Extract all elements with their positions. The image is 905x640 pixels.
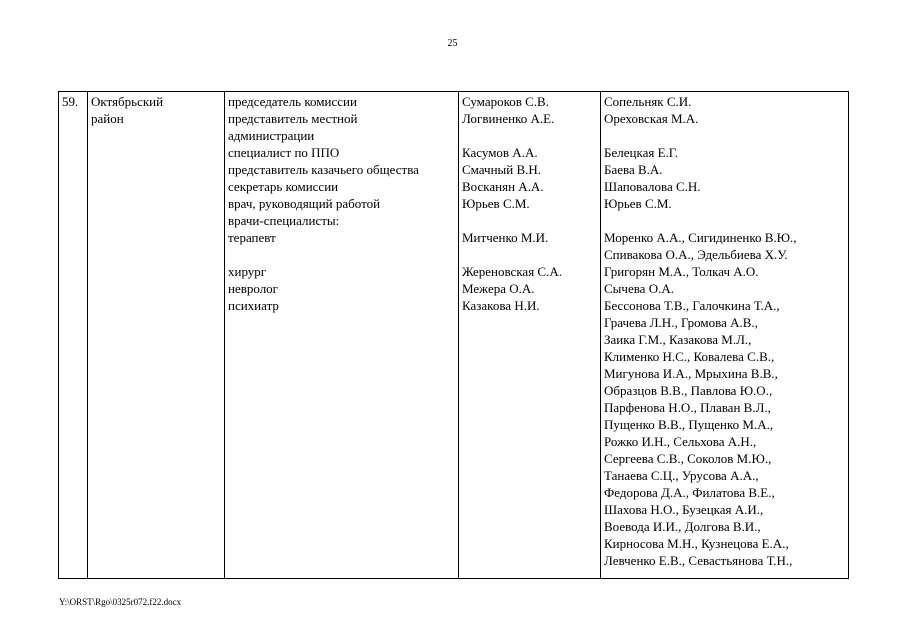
- row-number-cell: [59, 92, 88, 579]
- alternate-names-line: Сычева О.А.: [604, 281, 674, 296]
- role-line: психиатр: [228, 298, 279, 313]
- role-line: председатель комиссии: [228, 94, 357, 109]
- member-name-line: Юрьев С.М.: [462, 196, 530, 211]
- table-row: [59, 92, 849, 579]
- alternate-names-line: Шаповалова С.Н.: [604, 179, 701, 194]
- alternate-names-line: Рожко И.Н., Сельхова А.Н.,: [604, 434, 757, 449]
- alternate-names-line: Образцов В.В., Павлова Ю.О.,: [604, 383, 773, 398]
- commission-table: [58, 91, 849, 579]
- member-name-line: Межера О.А.: [462, 281, 535, 296]
- alternate-names-line: Белецкая Е.Г.: [604, 145, 679, 160]
- member-name-line: Митченко М.И.: [462, 230, 549, 245]
- alternate-names-line: Спивакова О.А., Эдельбиева Х.У.: [604, 247, 788, 262]
- role-line: хирург: [228, 264, 267, 279]
- district-name-line: Октябрьский: [91, 94, 164, 109]
- alternate-names-line: [604, 212, 845, 229]
- member-name-line: Восканян А.А.: [462, 179, 544, 194]
- role-line: представитель местной: [228, 111, 358, 126]
- alternates-cell: [601, 92, 849, 579]
- district-cell: [88, 92, 225, 579]
- member-name-line: Сумароков С.В.: [462, 94, 549, 109]
- alternate-names-line: [604, 127, 845, 144]
- alternate-names-line: Шахова Н.О., Бузецкая А.И.,: [604, 502, 764, 517]
- members-cell: [459, 92, 601, 579]
- alternate-names-line: Левченко Е.В., Севастьянова Т.Н.,: [604, 553, 793, 568]
- role-line: терапевт: [228, 230, 276, 245]
- member-name-line: Смачный В.Н.: [462, 162, 542, 177]
- alternate-names-line: Пущенко В.В., Пущенко М.А.,: [604, 417, 774, 432]
- role-line: врач, руководящий работой: [228, 196, 381, 211]
- alternate-names-line: Баева В.А.: [604, 162, 663, 177]
- role-line: представитель казачьего общества: [228, 162, 419, 177]
- row-number: 59.: [62, 94, 79, 109]
- page-number: 25: [447, 38, 458, 49]
- member-name-line: Касумов А.А.: [462, 145, 538, 160]
- alternate-names-line: Клименко Н.С., Ковалева С.В.,: [604, 349, 775, 364]
- alternate-names-line: Бессонова Т.В., Галочкина Т.А.,: [604, 298, 780, 313]
- role-line: специалист по ППО: [228, 145, 340, 160]
- district-name-line: район: [91, 111, 124, 126]
- member-name-line: [462, 246, 597, 263]
- alternate-names-line: Федорова Д.А., Филатова В.Е.,: [604, 485, 775, 500]
- roles-cell: [225, 92, 459, 579]
- alternate-names-line: Танаева С.Ц., Урусова А.А.,: [604, 468, 759, 483]
- alternate-names-line: Заика Г.М., Казакова М.Л.,: [604, 332, 752, 347]
- alternate-names-line: Григорян М.А., Толкач А.О.: [604, 264, 759, 279]
- member-name-line: [462, 127, 597, 144]
- alternate-names-line: Грачева Л.Н., Громова А.В.,: [604, 315, 758, 330]
- role-line: администрации: [228, 128, 315, 143]
- role-line: секретарь комиссии: [228, 179, 339, 194]
- alternate-names-line: Воевода И.И., Долгова В.И.,: [604, 519, 761, 534]
- role-line: [228, 246, 455, 263]
- member-name-line: Жереновская С.А.: [462, 264, 562, 279]
- alternate-names-line: Парфенова Н.О., Плаван В.Л.,: [604, 400, 771, 415]
- alternate-names-line: Мигунова И.А., Мрыхина В.В.,: [604, 366, 778, 381]
- role-line: врачи-специалисты:: [228, 213, 340, 228]
- member-name-line: Логвиненко А.Е.: [462, 111, 555, 126]
- alternate-names-line: Юрьев С.М.: [604, 196, 672, 211]
- file-path-footer: Y:\ORST\Rgo\0325r072.f22.docx: [59, 597, 182, 607]
- alternate-names-line: Кирносова М.Н., Кузнецова Е.А.,: [604, 536, 789, 551]
- alternate-names-line: Сопельняк С.И.: [604, 94, 692, 109]
- alternate-names-line: Сергеева С.В., Соколов М.Ю.,: [604, 451, 772, 466]
- alternate-names-line: Моренко А.А., Сигидиненко В.Ю.,: [604, 230, 797, 245]
- member-name-line: [462, 212, 597, 229]
- member-name-line: Казакова Н.И.: [462, 298, 540, 313]
- alternate-names-line: Ореховская М.А.: [604, 111, 699, 126]
- role-line: невролог: [228, 281, 279, 296]
